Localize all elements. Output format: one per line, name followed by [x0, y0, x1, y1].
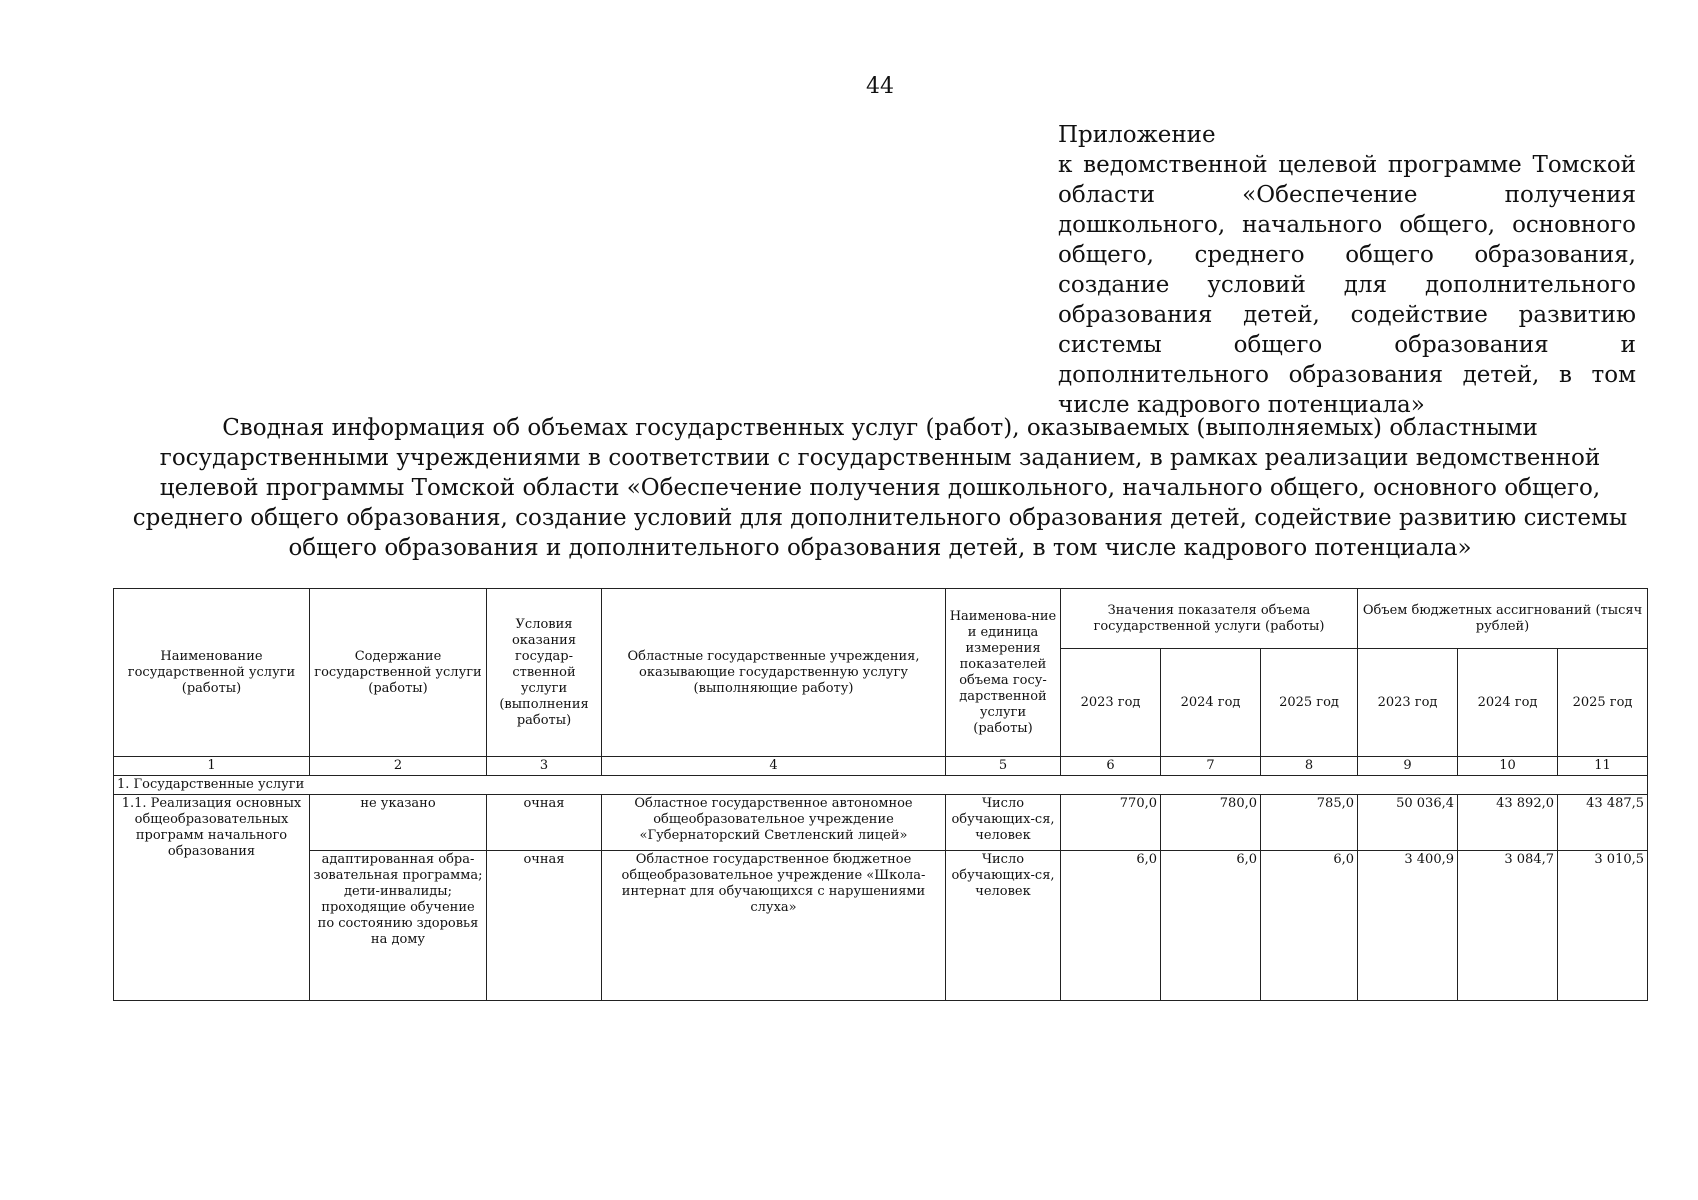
budget-2025-cell: 43 487,5 [1558, 795, 1648, 851]
header-budget-2025: 2025 год [1558, 649, 1648, 757]
header-volume-2023: 2023 год [1061, 649, 1161, 757]
volume-2023-cell: 770,0 [1061, 795, 1161, 851]
volume-2023-cell: 6,0 [1061, 851, 1161, 1001]
indicator-cell: Число обучающих-ся, человек [946, 795, 1061, 851]
services-table [113, 588, 1648, 1001]
conditions-cell: очная [487, 795, 602, 851]
content-cell: адаптированная обра-зовательная программа; дети-инвалиды; проходящие обучение по состоянию здоровья на дому [310, 851, 487, 1001]
section-title: 1. Государственные услуги [114, 776, 1648, 795]
budget-2023-cell: 50 036,4 [1358, 795, 1458, 851]
column-numbers-row [114, 757, 1648, 776]
header-content: Содержание государственной услуги (работы) [310, 589, 487, 757]
volume-2024-cell: 780,0 [1161, 795, 1261, 851]
column-number: 2 [310, 757, 487, 776]
column-number: 5 [946, 757, 1061, 776]
header-indicator: Наименова-ние и единица измерения показателей объема госу-дарственной услуги (работы) [946, 589, 1061, 757]
institution-cell: Областное государственное бюджетное общеобразовательное учреждение «Школа-интернат для обучающихся с нарушениями слуха» [602, 851, 946, 1001]
column-number: 10 [1458, 757, 1558, 776]
indicator-cell: Число обучающих-ся, человек [946, 851, 1061, 1001]
budget-2025-cell: 3 010,5 [1558, 851, 1648, 1001]
content-cell: не указано [310, 795, 487, 851]
column-number: 9 [1358, 757, 1458, 776]
summary-title: Сводная информация об объемах государственных услуг (работ), оказываемых (выполняемых) областными государственными учреждениями в соответствии с государственным заданием, в рамках реализации ведомственной целевой программы Томской области «Обеспечение получения дошкольного, начального общего, основного общего, среднего общего образования, создание условий для дополнительного образования детей, содействие развитию системы общего образования и дополнительного образования детей, в том числе кадрового потенциала» [132, 415, 1628, 561]
header-institutions: Областные государственные учреждения, оказывающие государственную услугу (выполняющие работу) [602, 589, 946, 757]
header-volume-group: Значения показателя объема государственной услуги (работы) [1061, 589, 1358, 649]
column-number: 4 [602, 757, 946, 776]
column-number: 7 [1161, 757, 1261, 776]
header-budget-2023: 2023 год [1358, 649, 1458, 757]
section-row [114, 776, 1648, 795]
budget-2024-cell: 3 084,7 [1458, 851, 1558, 1001]
header-budget-group: Объем бюджетных ассигнований (тысяч рублей) [1358, 589, 1648, 649]
header-conditions: Условия оказания государ-ственной услуги (выполнения работы) [487, 589, 602, 757]
budget-2024-cell: 43 892,0 [1458, 795, 1558, 851]
service-name-cell: 1.1. Реализация основных общеобразовательных программ начального образования [114, 795, 310, 1001]
column-number: 3 [487, 757, 602, 776]
conditions-cell: очная [487, 851, 602, 1001]
appendix-title: Приложение [1058, 122, 1216, 148]
appendix-block [1058, 120, 1636, 420]
header-service-name: Наименование государственной услуги (работы) [114, 589, 310, 757]
column-number: 6 [1061, 757, 1161, 776]
header-budget-2024: 2024 год [1458, 649, 1558, 757]
table-row [114, 851, 1648, 1001]
volume-2025-cell: 6,0 [1261, 851, 1358, 1001]
table-row [114, 795, 1648, 851]
institution-cell: Областное государственное автономное общеобразовательное учреждение «Губернаторский Светленский лицей» [602, 795, 946, 851]
header-volume-2024: 2024 год [1161, 649, 1261, 757]
column-number: 8 [1261, 757, 1358, 776]
page-number: 44 [866, 74, 894, 99]
volume-2024-cell: 6,0 [1161, 851, 1261, 1001]
column-number: 11 [1558, 757, 1648, 776]
column-number: 1 [114, 757, 310, 776]
header-volume-2025: 2025 год [1261, 649, 1358, 757]
appendix-body: к ведомственной целевой программе Томской области «Обеспечение получения дошкольного, начального общего, основного общего, среднего общего образования, создание условий для дополнительного образования детей, содействие развитию системы общего образования и дополнительного образования детей, в том числе кадрового потенциала» [1058, 152, 1636, 418]
volume-2025-cell: 785,0 [1261, 795, 1358, 851]
budget-2023-cell: 3 400,9 [1358, 851, 1458, 1001]
